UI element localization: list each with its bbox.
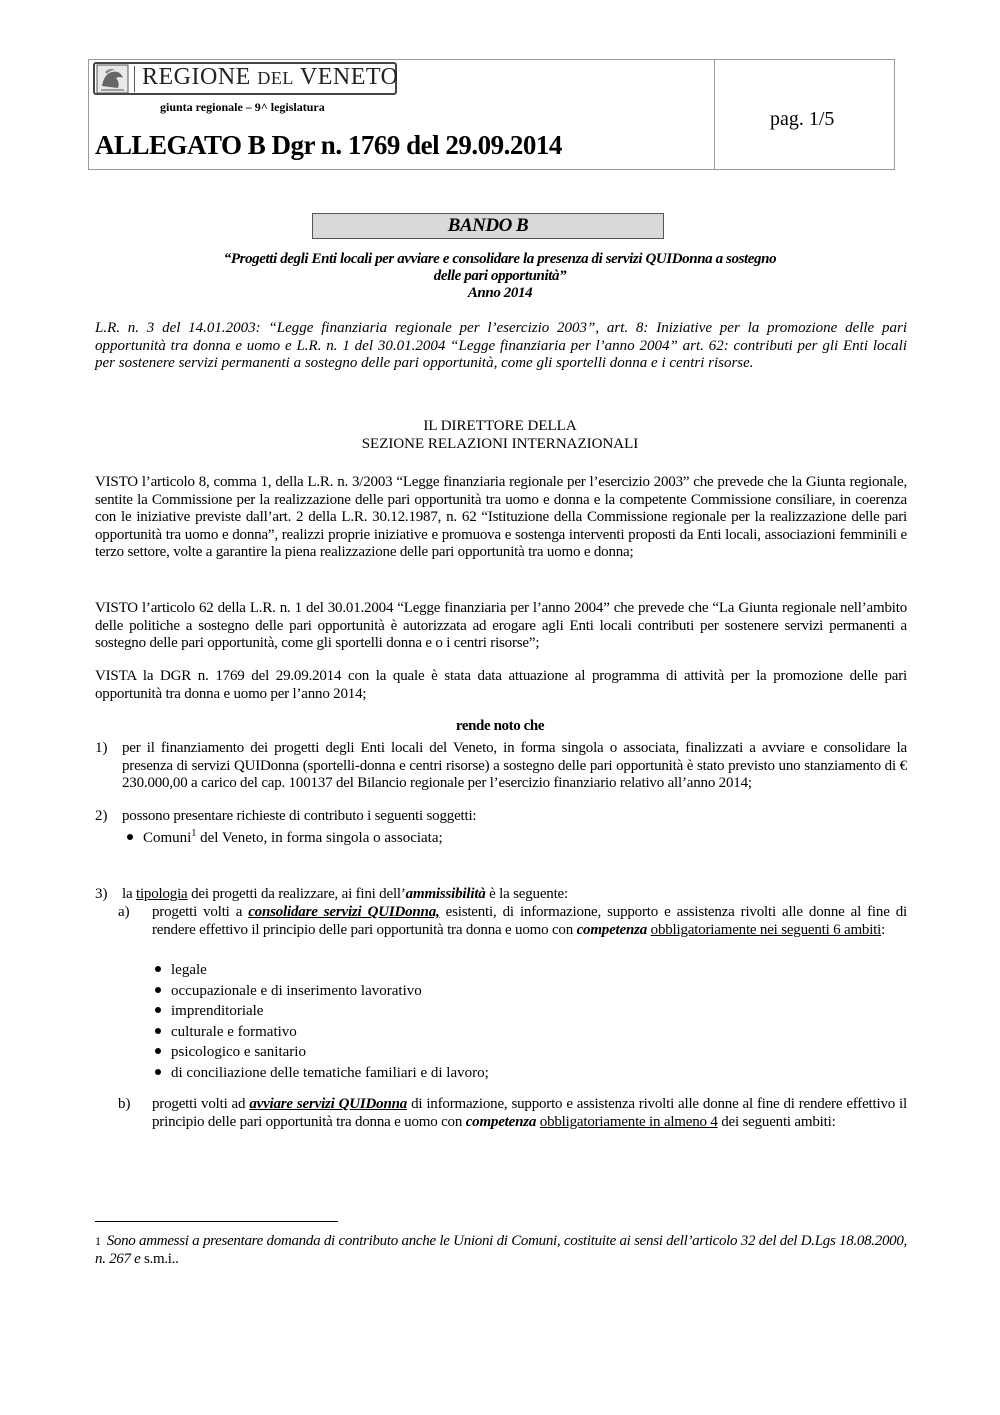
logo-separator xyxy=(134,66,135,92)
document-reference: ALLEGATO B Dgr n. 1769 del 29.09.2014 xyxy=(95,130,562,160)
bullet-icon xyxy=(155,987,161,993)
legislature-subtitle: giunta regionale – 9^ legislatura xyxy=(160,100,325,114)
list-item: Comuni$^1$ del Veneto, in forma singola o associata; xyxy=(127,824,443,849)
law-reference: L.R. n. 3 del 14.01.2003: “Legge finanziaria regionale per l’esercizio 2003”, art. 8: Iniziative per la promozione delle pari opportunità tra donna e uomo e L.R. n. 1 del 30.01.2004 “Legge finanziaria per l’anno 2004” art. 62: contributi per gli Enti locali per sostenere servizi permanenti a sostegno delle pari opportunità, come gli sportelli donna e i centri risorse. xyxy=(95,320,907,371)
visto-paragraph-2: VISTO l’articolo 62 della L.R. n. 1 del 30.01.2004 “Legge finanziaria per l’anno 2004” che prevede che “La Giunta regionale nell’ambito delle politiche a sostegno delle pari opportunità è autorizzata ad erogare agli Enti locali contributi per sostenere servizi permanenti a sostegno delle pari opportunità, come gli sportelli donna e o i centri risorse”; xyxy=(95,600,907,651)
vista-paragraph: VISTA la DGR n. 1769 del 29.09.2014 con la quale è stata data attuazione al programma di attività per la promozione delle pari opportunità tra donna e uomo per l’anno 2014; xyxy=(95,668,907,702)
region-logo-text: REGIONE DEL VENETO xyxy=(142,64,399,90)
list-item: imprenditoriale xyxy=(155,1001,855,1022)
bando-year: Anno 2014 xyxy=(467,285,533,301)
list-item: occupazionale e di inserimento lavorativo xyxy=(155,981,855,1002)
item-number: 1) xyxy=(95,740,108,756)
item-number: 3) xyxy=(95,886,108,902)
item-1-text: per il finanziamento dei progetti degli Enti locali del Veneto, in forma singola o associata, finalizzati a avviare e consolidare la presenza di servizi QUIDonna (sportelli-donna e centri risorse) a sostegno delle pari opportunità è stato previsto uno stanziamento di € 230.000,00 a carico del cap. 100137 del Bilancio regionale per l’esercizio finanziario relativo all’anno 2014; xyxy=(122,740,907,791)
bullet-icon xyxy=(155,966,161,972)
director-line: IL DIRETTORE DELLA xyxy=(423,418,577,434)
bullet-icon xyxy=(155,1048,161,1054)
page-number: pag. 1/5 xyxy=(770,108,835,130)
bullet-icon xyxy=(155,1069,161,1075)
bando-subtitle xyxy=(100,251,900,302)
visto-paragraph-1: VISTO l’articolo 8, comma 1, della L.R. n. 3/2003 “Legge finanziaria regionale per l’esercizio 2003” che prevede che la Giunta regionale, sentite la Commissione per la realizzazione delle pari opportunità tra uomo e donna e la competente Commissione consiliare, in coerenza con le iniziative previste dall’art. 2 della L.R. 30.12.1987, n. 62 “Istituzione della Commissione regionale per la realizzazione delle pari opportunità tra uomo e donna”, realizzi proprie iniziative e promuova e sostenga interventi proposti da Enti locali, associazioni femminili e terzo settore, volte a garantire la piena realizzazione delle pari opportunità tra uomo e donna; xyxy=(95,474,907,560)
ambiti-list xyxy=(155,960,855,1083)
footnote-number: 1 xyxy=(95,1234,101,1248)
subitem-a-text: progetti volti a consolidare servizi QUIDonna, esistenti, di informazione, supporto e assistenza rivolti alle donne al fine di rendere effettivo il principio delle pari opportunità tra donna e uomo con competenza obbligatoriamente nei seguenti 6 ambiti: xyxy=(152,904,907,938)
subitem-b-text: progetti volti ad avviare servizi QUIDonna di informazione, supporto e assistenza rivolti alle donne al fine di rendere effettivo il principio delle pari opportunità tra donna e uomo con competenza obbligatoriamente in almeno 4 dei seguenti ambiti: xyxy=(152,1096,907,1130)
bando-subtitle-line: “Progetti degli Enti locali per avviare e consolidare la presenza di servizi QUIDonna a sostegno xyxy=(223,251,777,267)
bando-title-box: BANDO B xyxy=(312,213,664,239)
bullet-icon xyxy=(155,1007,161,1013)
subitem-label: b) xyxy=(118,1096,131,1112)
lion-emblem-icon xyxy=(96,64,129,94)
list-item: legale xyxy=(155,960,855,981)
bullet-icon xyxy=(127,834,133,840)
footnote-rule xyxy=(95,1221,338,1222)
footnote-ref: 1 xyxy=(191,828,197,839)
list-item: di conciliazione delle tematiche familiari e di lavoro; xyxy=(155,1063,855,1084)
footnote: $^1$ Sono ammessi a presentare domanda di contributo anche le Unioni di Comuni, costituite ai sensi dell’articolo 32 del del D.Lgs 18.08.2000, n. 267 e s.m.i.. xyxy=(95,1233,907,1267)
header-divider xyxy=(714,59,715,170)
item-2-text: possono presentare richieste di contributo i seguenti soggetti: xyxy=(122,808,477,824)
director-heading xyxy=(100,418,900,453)
bando-subtitle-line: delle pari opportunità” xyxy=(433,268,567,284)
subitem-label: a) xyxy=(118,904,130,920)
director-line: SEZIONE RELAZIONI INTERNAZIONALI xyxy=(361,435,639,452)
rende-noto-heading: rende noto che xyxy=(455,718,545,734)
item-number: 2) xyxy=(95,808,108,824)
list-item: psicologico e sanitario xyxy=(155,1042,855,1063)
list-item: culturale e formativo xyxy=(155,1022,855,1043)
bullet-icon xyxy=(155,1028,161,1034)
item-3-text: la tipologia dei progetti da realizzare, ai fini dell’ammissibilità è la seguente: xyxy=(122,886,568,902)
